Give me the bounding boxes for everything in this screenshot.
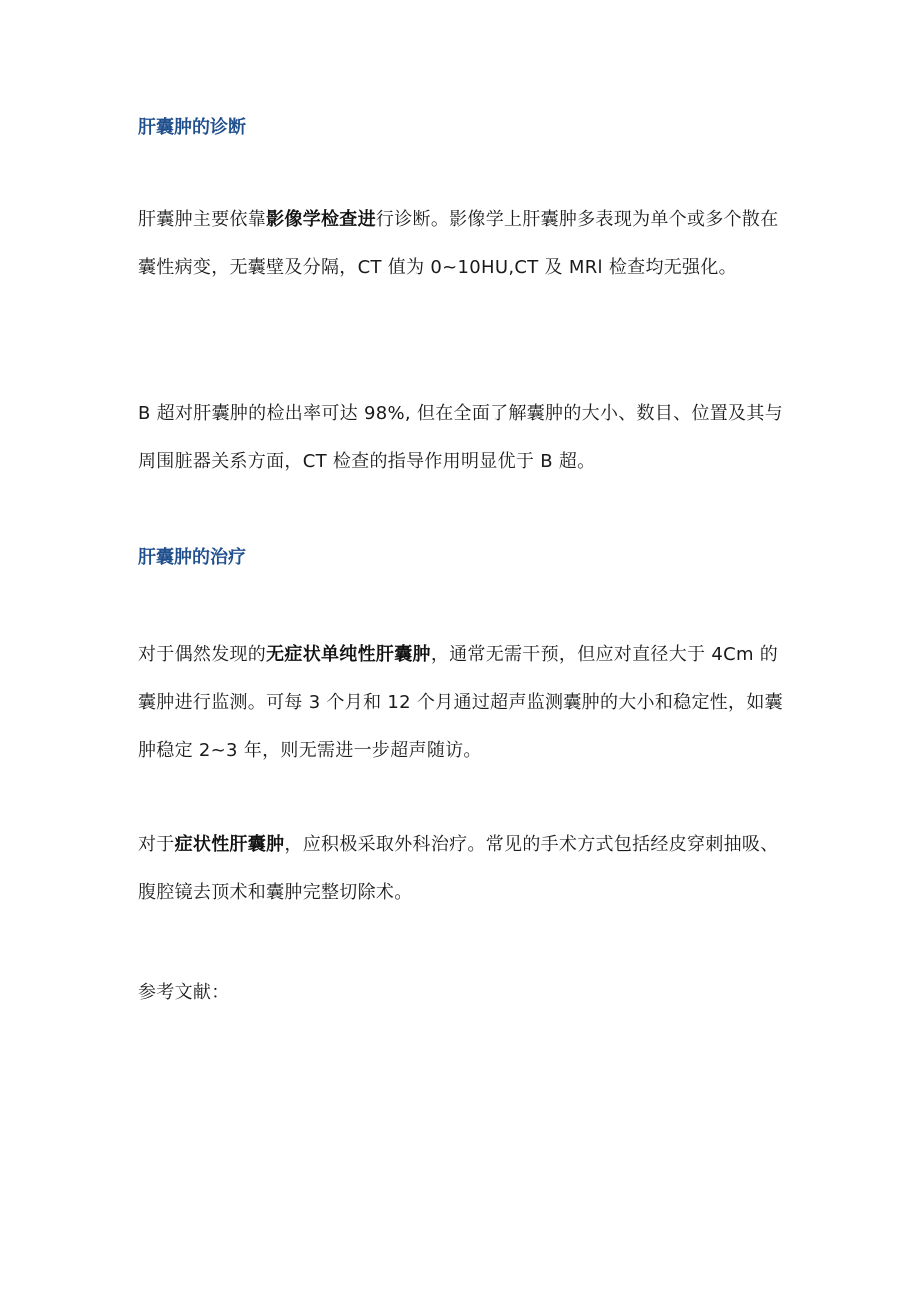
text-run: 对于偶然发现的 [138, 644, 267, 665]
references-label: 参考文献： [138, 982, 230, 1003]
bold-text-run: 无症状单纯性肝囊肿 [266, 644, 431, 665]
text-run: 肝囊肿主要依靠 [138, 209, 267, 230]
text-run: ，通常无需干预，但应对直径大于 4Cm 的囊肿进行监测。可每 3 个月和 12 个月通过超声监测囊肿的大小和稳定性，如囊肿稳定 2~3 年，则无需进一步超声随访。 [138, 644, 783, 761]
text-run: 对于 [138, 834, 175, 855]
paragraph-treatment-symptomatic [138, 821, 788, 917]
section-heading-treatment: 肝囊肿的治疗 [138, 547, 246, 568]
text-run: ，应积极采取外科治疗。常见的手术方式包括经皮穿刺抽吸、腹腔镜去顶术和囊肿完整切除术。 [138, 834, 779, 903]
paragraph-diagnosis-imaging [138, 196, 788, 292]
text-run: 行诊断。影像学上肝囊肿多表现为单个或多个散在囊性病变，无囊壁及分隔，CT 值为 0~10HU,CT 及 MRl 检查均无强化。 [138, 209, 779, 278]
paragraph-diagnosis-ultrasound [138, 390, 788, 486]
section-heading-diagnosis: 肝囊肿的诊断 [138, 117, 246, 138]
bold-text-run: 影像学检查进 [266, 209, 376, 230]
bold-text-run: 症状性肝囊肿 [174, 834, 285, 855]
paragraph-treatment-asymptomatic [138, 631, 788, 775]
text-run: B 超对肝囊肿的检出率可达 98%, 但在全面了解囊肿的大小、数目、位置及其与周围脏器关系方面，CT 检查的指导作用明显优于 B 超。 [138, 403, 783, 472]
